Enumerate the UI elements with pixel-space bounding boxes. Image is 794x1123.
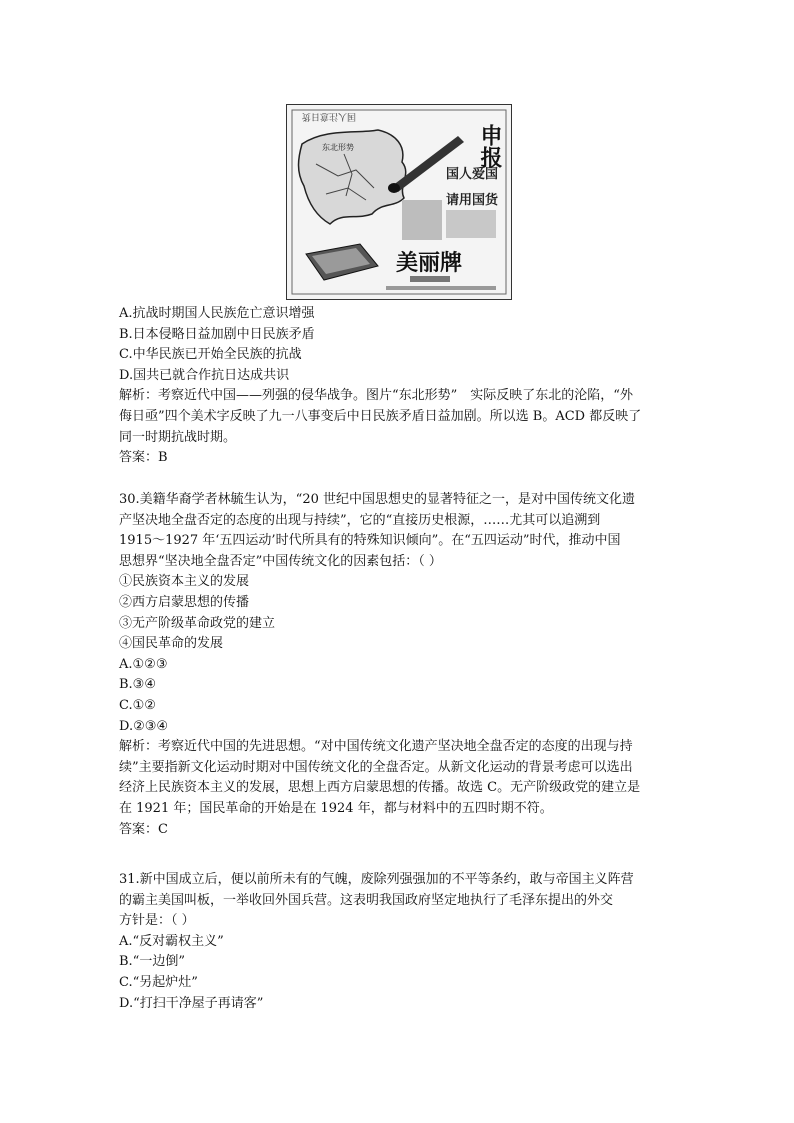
q30-answer: 答案：C: [119, 821, 168, 837]
q30-analysis-line: 在 1921 年；国民革命的开始是在 1924 年，都与材料中的五四时期不符。: [119, 800, 553, 816]
q31-stem-line: 31.新中国成立后，便以前所未有的气魄，废除列强强加的不平等条约，敢与帝国主义阵营: [119, 872, 634, 887]
q30-stem-line: 1915～1927 年‘五四运动’时代所具有的特殊知识倾向”。在“五四运动”时代，推动中国: [119, 533, 621, 549]
q29-option-a: A.抗战时期国人民族危亡意识增强: [119, 306, 315, 321]
newspaper-ad-image: [286, 104, 512, 300]
q29-section: [119, 304, 679, 469]
top-banner-text: 国人注意日货: [301, 111, 356, 121]
q30-stem-line: 30.美籍华裔学者林毓生认为，“20 世纪中国思想史的显著特征之一，是对中国传统文化遗: [119, 492, 635, 507]
q30-option-c: C.①②: [119, 697, 156, 713]
q31-stem-line: 的霸主美国叫板，一举收回外国兵营。这表明我国政府坚定地执行了毛泽东提出的外交: [119, 892, 614, 908]
q29-analysis-line: 侮日亟”四个美术字反映了九一八事变后中日民族矛盾日益加剧。所以选 B。ACD 都反映了: [119, 408, 642, 424]
q29-answer: 答案：B: [119, 450, 168, 466]
q30-option-b: B.③④: [119, 677, 156, 693]
q29-option-d: D.国共已就合作抗日达成共识: [119, 367, 290, 383]
q29-analysis-line: 解析：考察近代中国——列强的侵华战争。图片“东北形势” 实际反映了东北的沦陷，“外: [119, 388, 633, 404]
q31-option-c: C.“另起炉灶”: [119, 974, 198, 990]
q30-item-1: ①民族资本主义的发展: [119, 574, 250, 590]
slogan-1: 国人爱国: [446, 167, 499, 182]
q31-stem-line: 方针是：（ ）: [119, 913, 195, 929]
product-name: 美丽牌: [396, 250, 463, 276]
q30-item-4: ④国民革命的发展: [119, 636, 224, 652]
q31-option-a: A.“反对霸权主义”: [119, 933, 224, 949]
q30-analysis-line: 续”主要指新文化运动时期对中国传统文化的全盘否定。从新文化运动的背景考虑可以选出: [119, 759, 633, 775]
q31-section: [119, 870, 679, 1014]
q30-option-d: D.②③④: [119, 718, 169, 734]
q29-option-c: C.中华民族已开始全民族的抗战: [119, 347, 302, 363]
q31-option-b: B.“一边倒”: [119, 954, 185, 970]
q30-analysis-line: 解析：考察近代中国的先进思想。“对中国传统文化遗产坚决地全盘否定的态度的出现与持: [119, 739, 633, 755]
newspaper-title: 申报: [477, 124, 503, 168]
q30-analysis-line: 经济上民族资本主义的发展，思想上西方启蒙思想的传播。故选 C。无产阶级政党的建立是: [119, 780, 641, 796]
q30-item-2: ②西方启蒙思想的传播: [119, 594, 250, 610]
q29-option-b: B.日本侵略日益加剧中日民族矛盾: [119, 326, 315, 342]
q29-analysis-line: 同一时期抗战时期。: [119, 429, 237, 445]
map-heading: 东北形势: [322, 143, 354, 152]
q30-option-a: A.①②③: [119, 656, 168, 672]
q31-option-d: D.“打扫干净屋子再请客”: [119, 995, 264, 1011]
q30-section: [119, 490, 679, 840]
q30-item-3: ③无产阶级革命政党的建立: [119, 615, 276, 631]
q30-stem-line: 产坚决地全盘否定的态度的出现与持续”，它的“直接历史根源，……尤其可以追溯到: [119, 512, 601, 528]
q30-stem-line: 思想界“坚决地全盘否定”中国传统文化的因素包括：（ ）: [119, 553, 442, 569]
slogan-2: 请用国货: [446, 193, 499, 208]
